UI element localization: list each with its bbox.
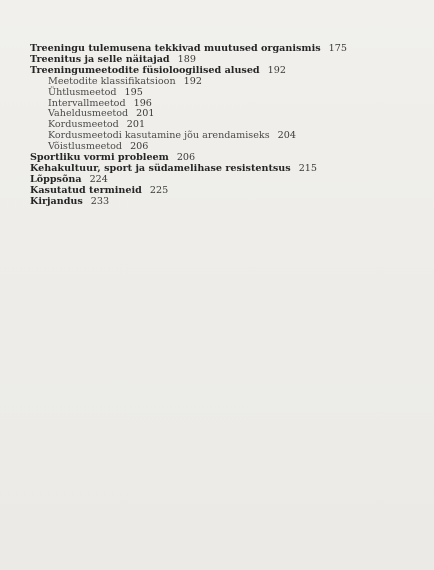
toc-entry-title: Kasutatud termineid <box>30 184 142 196</box>
toc-entry-page: 195 <box>124 86 143 98</box>
toc-entry-page: 189 <box>177 53 196 65</box>
toc-entry-page: 201 <box>136 108 155 120</box>
toc-entry-page: 192 <box>183 75 202 87</box>
toc-entry-title: Kehakultuur, sport ja südamelihase resistentsus <box>30 162 291 174</box>
table-of-contents <box>30 44 410 208</box>
toc-entry-title: Kordusmeetod <box>48 119 119 131</box>
toc-entry-page: 196 <box>133 97 152 109</box>
toc-entry <box>30 197 410 208</box>
toc-entry-page: 225 <box>149 184 169 196</box>
toc-entry-page: 204 <box>277 130 296 142</box>
toc-entry-title: Sportliku vormi probleem <box>30 152 169 164</box>
toc-entry-page: 175 <box>328 43 347 54</box>
toc-entry-title: Meetodite klassifikatsioon <box>48 75 176 87</box>
toc-entry-page: 233 <box>90 195 110 207</box>
toc-entry-title: Treenitus ja selle näitajad <box>30 53 170 65</box>
toc-entry-title: Ühtlusmeetod <box>48 86 117 98</box>
toc-entry-title: Võistlusmeetod <box>48 141 123 153</box>
toc-entry-title: Treeningumeetodite füsioloogilised alused <box>30 64 260 76</box>
toc-entry-title: Kirjandus <box>30 195 83 207</box>
toc-entry-title: Kordusmeetodi kasutamine jõu arendamiseks <box>48 130 270 142</box>
toc-entry-page: 201 <box>126 119 146 131</box>
toc-entry-page: 206 <box>130 141 149 153</box>
toc-entry <box>30 164 410 175</box>
toc-entry-page: 192 <box>267 64 286 76</box>
toc-entry-page: 206 <box>176 152 196 164</box>
toc-entry-title: Treeningu tulemusena tekkivad muutused organismis <box>30 43 321 54</box>
toc-entry-page: 215 <box>298 162 317 174</box>
toc-entry-title: Lõppsõna <box>30 173 82 185</box>
toc-entry-page: 224 <box>89 173 108 185</box>
toc-entry <box>30 186 410 197</box>
toc-entry-title: Vaheldusmeetod <box>48 108 129 120</box>
toc-entry-title: Intervallmeetod <box>48 97 126 109</box>
